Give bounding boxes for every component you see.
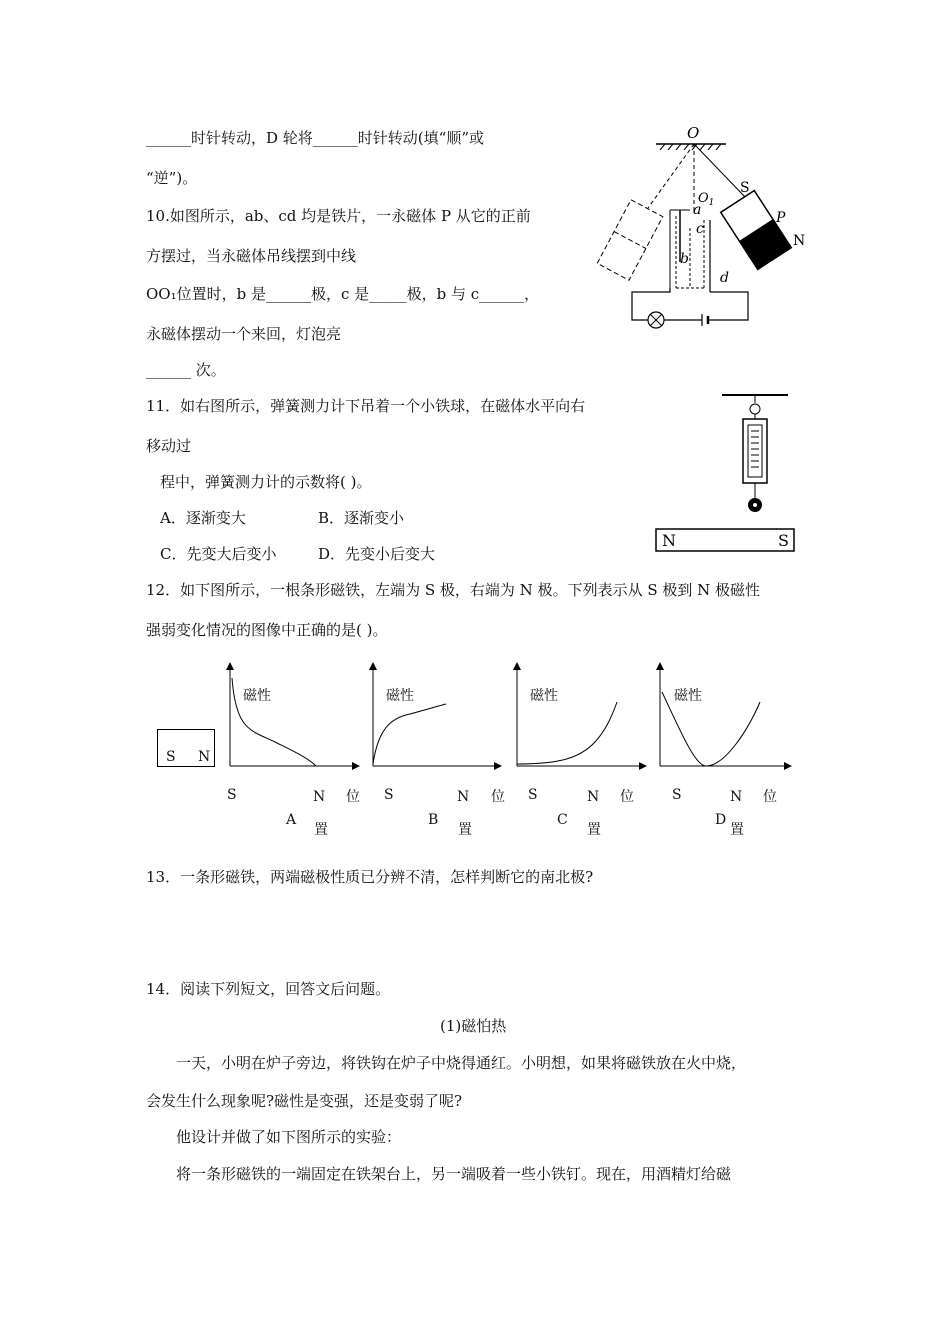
- q11-line3: 程中，弹簧测力计的示数将( )。: [160, 473, 372, 491]
- label-P: P: [776, 210, 786, 226]
- graph-c-xlabel1: 位: [620, 789, 634, 805]
- spring-scale: [743, 419, 767, 483]
- graph-a-xlabel2: 置: [314, 822, 328, 838]
- q12-magnet-s: S: [166, 749, 176, 765]
- graph-b-option: B: [428, 812, 439, 828]
- q11-option-a: A．逐渐变大: [160, 509, 246, 527]
- graph-c-xlabel2: 置: [587, 822, 601, 838]
- label-N: N: [793, 233, 806, 249]
- q11-figure: [650, 385, 800, 557]
- magnet-n-label: N: [662, 531, 676, 550]
- graph-b-n: N: [457, 789, 470, 805]
- q10-line4: 永磁体摆动一个来回，灯泡亮: [146, 325, 342, 343]
- label-d: d: [720, 270, 729, 286]
- q14-p1b: 会发生什么现象呢?磁性是变强，还是变弱了呢?: [146, 1092, 463, 1110]
- label-O1: $O_1$: [698, 191, 715, 208]
- graph-a: [230, 664, 358, 766]
- label-b: b: [680, 251, 689, 267]
- q14-p1a: 一天，小明在炉子旁边，将铁钩在炉子中烧得通红。小明想，如果将磁铁放在火中烧，: [176, 1054, 747, 1072]
- graph-a-ylabel: 磁性: [243, 688, 271, 704]
- label-a: a: [693, 202, 702, 218]
- graph-c-n: N: [587, 789, 600, 805]
- graph-d-xlabel2: 置: [730, 822, 744, 838]
- q11-option-d: D．先变小后变大: [318, 545, 436, 563]
- q11-line2: 移动过: [146, 437, 192, 455]
- bar-magnet: [656, 529, 794, 551]
- graph-a-option: A: [286, 812, 297, 828]
- graph-d-s: S: [672, 787, 682, 803]
- label-S: S: [740, 180, 750, 196]
- graph-d-xlabel1: 位: [763, 789, 777, 805]
- graph-c-ylabel: 磁性: [530, 688, 558, 704]
- q14-line1: 14．阅读下列短文，回答文后问题。: [146, 980, 391, 998]
- q11-option-b: B．逐渐变小: [318, 509, 405, 527]
- q9-line1: ______时针转动，D 轮将______时针转动(填“顺”或: [146, 129, 484, 147]
- graph-d-ylabel: 磁性: [674, 688, 702, 704]
- graph-c-s: S: [528, 787, 538, 803]
- graph-a-s: S: [227, 787, 237, 803]
- q14-title: (1)磁怕热: [440, 1017, 507, 1035]
- q12-magnet-n: N: [198, 749, 211, 765]
- graph-b-xlabel1: 位: [491, 789, 505, 805]
- q10-line5: ______ 次。: [146, 361, 226, 379]
- q12-line2: 强弱变化情况的图像中正确的是( )。: [146, 621, 388, 639]
- q12-line1: 12．如下图所示，一根条形磁铁，左端为 S 极，右端为 N 极。下列表示从 S 极到 N 极磁性: [146, 581, 761, 599]
- graph-a-n: N: [313, 789, 326, 805]
- graph-b-s: S: [384, 787, 394, 803]
- graph-b-ylabel: 磁性: [386, 688, 414, 704]
- q9-line2: “逆”)。: [146, 169, 198, 187]
- label-c: c: [696, 221, 704, 237]
- graph-c-option: C: [557, 812, 568, 828]
- graph-d-n: N: [730, 789, 743, 805]
- label-O: O: [687, 124, 700, 142]
- q10-line3: OO₁位置时，b 是______极，c 是_____极，b 与 c______，: [146, 285, 540, 303]
- q10-line1: 10.如图所示，ab、cd 均是铁片，一永磁体 P 从它的正前: [146, 207, 531, 225]
- q12-graphs: [0, 650, 950, 790]
- q11-line1: 11．如右图所示，弹簧测力计下吊着一个小铁球，在磁体水平向右: [146, 397, 586, 415]
- graph-d: [660, 664, 790, 766]
- q10-line2: 方摆过，当永磁体吊线摆到中线: [146, 247, 357, 265]
- q13-line1: 13．一条形磁铁，两端磁极性质已分辨不清，怎样判断它的南北极?: [146, 868, 594, 886]
- q14-p3: 将一条形磁铁的一端固定在铁架台上，另一端吸着一些小铁钉。现在，用酒精灯给磁: [176, 1165, 732, 1183]
- magnet-s-label: S: [778, 531, 789, 550]
- graph-b: [373, 664, 500, 766]
- graph-b-xlabel2: 置: [458, 822, 472, 838]
- q14-p2: 他设计并做了如下图所示的实验：: [176, 1128, 402, 1146]
- q10-figure: [590, 120, 820, 340]
- graph-c: [517, 664, 645, 766]
- graph-a-xlabel1: 位: [346, 789, 360, 805]
- graph-d-option: D: [715, 812, 727, 828]
- q11-option-c: C．先变大后变小: [160, 545, 277, 563]
